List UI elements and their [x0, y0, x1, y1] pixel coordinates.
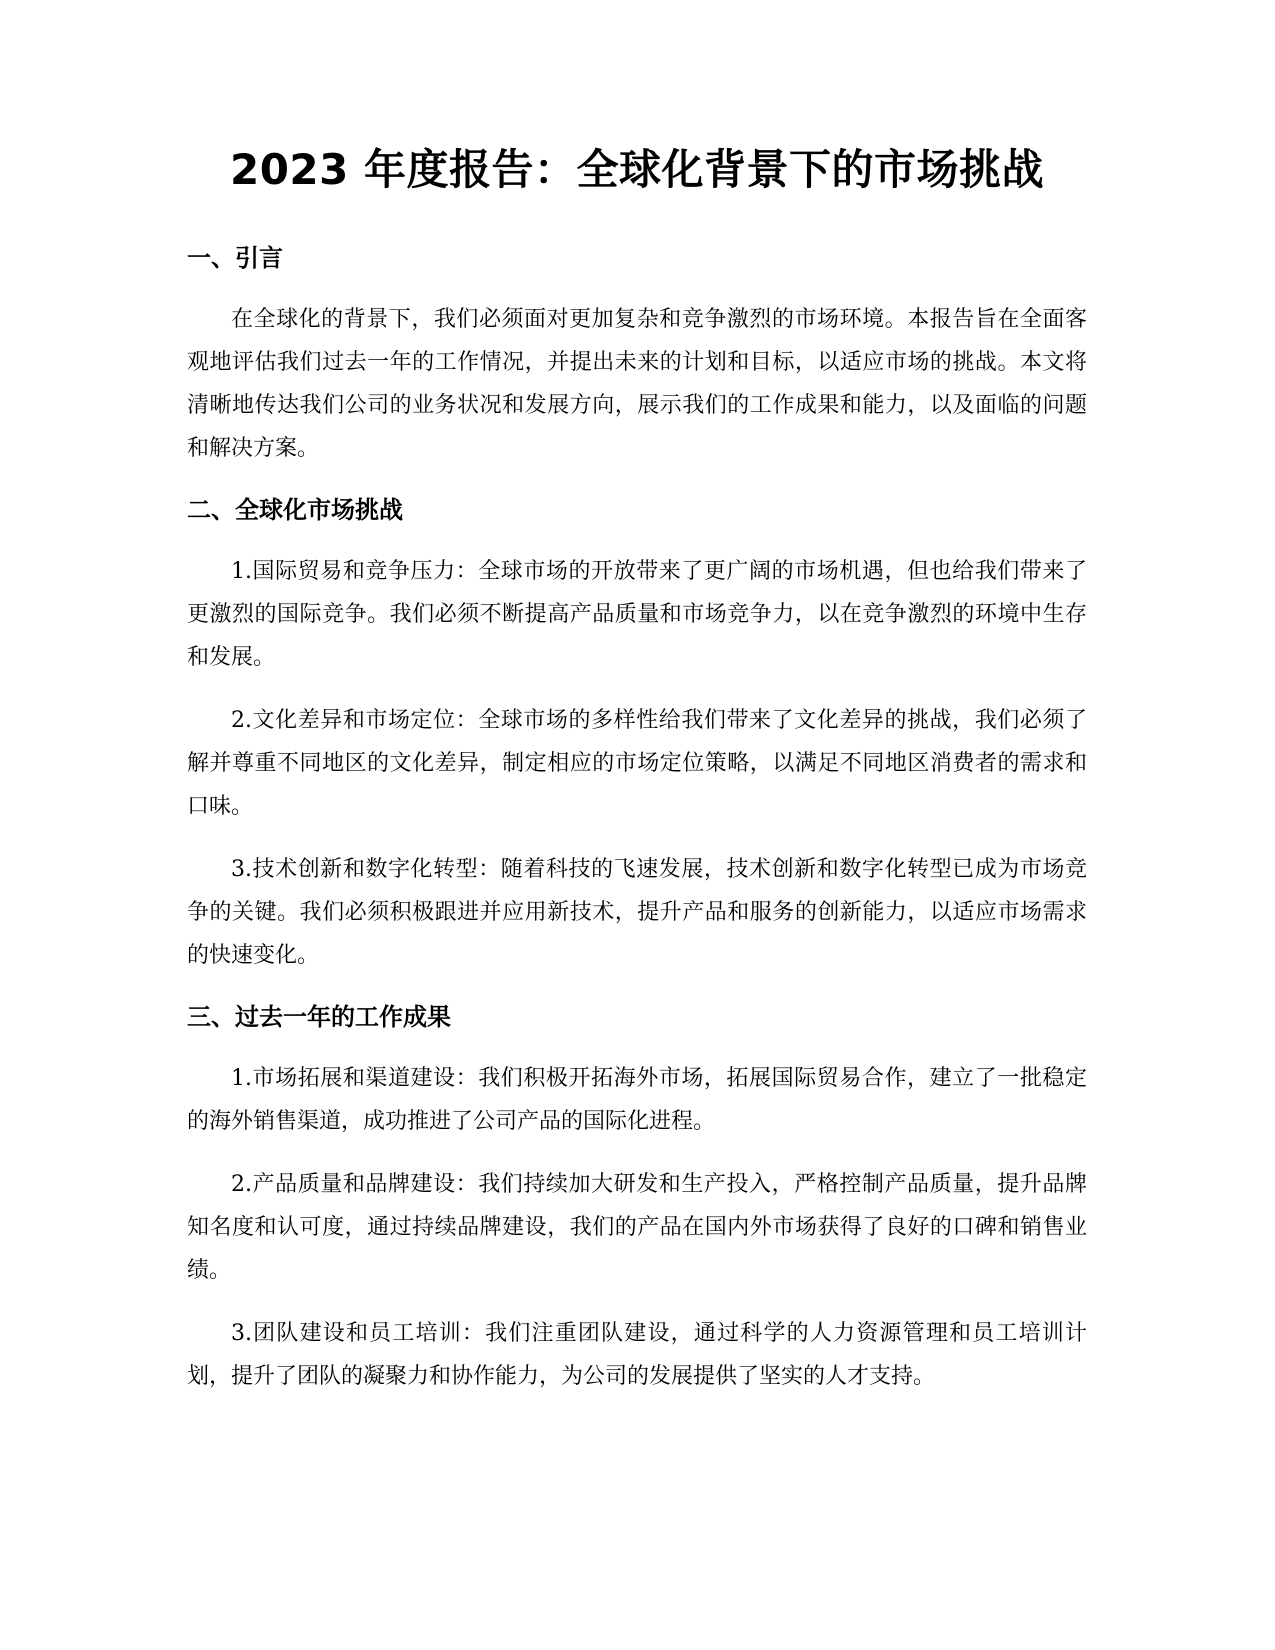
section-introduction [187, 238, 1087, 470]
paragraph: 2.文化差异和市场定位：全球市场的多样性给我们带来了文化差异的挑战，我们必须了解并尊重不同地区的文化差异，制定相应的市场定位策略，以满足不同地区消费者的需求和口味。 [187, 708, 1087, 819]
paragraph: 2.产品质量和品牌建设：我们持续加大研发和生产投入，严格控制产品质量，提升品牌知名度和认可度，通过持续品牌建设，我们的产品在国内外市场获得了良好的口碑和销售业绩。 [187, 1172, 1087, 1283]
section-heading: 二、全球化市场挑战 [187, 496, 403, 524]
section-global-market-challenges [187, 490, 1087, 977]
section-heading: 一、引言 [187, 244, 283, 272]
paragraph: 1.国际贸易和竞争压力：全球市场的开放带来了更广阔的市场机遇，但也给我们带来了更激烈的国际竞争。我们必须不断提高产品质量和市场竞争力，以在竞争激烈的环境中生存和发展。 [187, 559, 1087, 670]
document-page [187, 138, 1087, 1398]
section-heading: 三、过去一年的工作成果 [187, 1003, 451, 1031]
paragraph: 在全球化的背景下，我们必须面对更加复杂和竞争激烈的市场环境。本报告旨在全面客观地评估我们过去一年的工作情况，并提出未来的计划和目标，以适应市场的挑战。本文将清晰地传达我们公司的业务状况和发展方向，展示我们的工作成果和能力，以及面临的问题和解决方案。 [187, 307, 1087, 461]
paragraph: 3.团队建设和员工培训：我们注重团队建设，通过科学的人力资源管理和员工培训计划，提升了团队的凝聚力和协作能力，为公司的发展提供了坚实的人才支持。 [187, 1321, 1087, 1389]
document-title: 2023 年度报告：全球化背景下的市场挑战 [229, 145, 1045, 194]
section-past-year-achievements [187, 997, 1087, 1398]
paragraph: 3.技术创新和数字化转型：随着科技的飞速发展，技术创新和数字化转型已成为市场竞争的关键。我们必须积极跟进并应用新技术，提升产品和服务的创新能力，以适应市场需求的快速变化。 [187, 857, 1087, 968]
paragraph: 1.市场拓展和渠道建设：我们积极开拓海外市场，拓展国际贸易合作，建立了一批稳定的海外销售渠道，成功推进了公司产品的国际化进程。 [187, 1066, 1087, 1134]
